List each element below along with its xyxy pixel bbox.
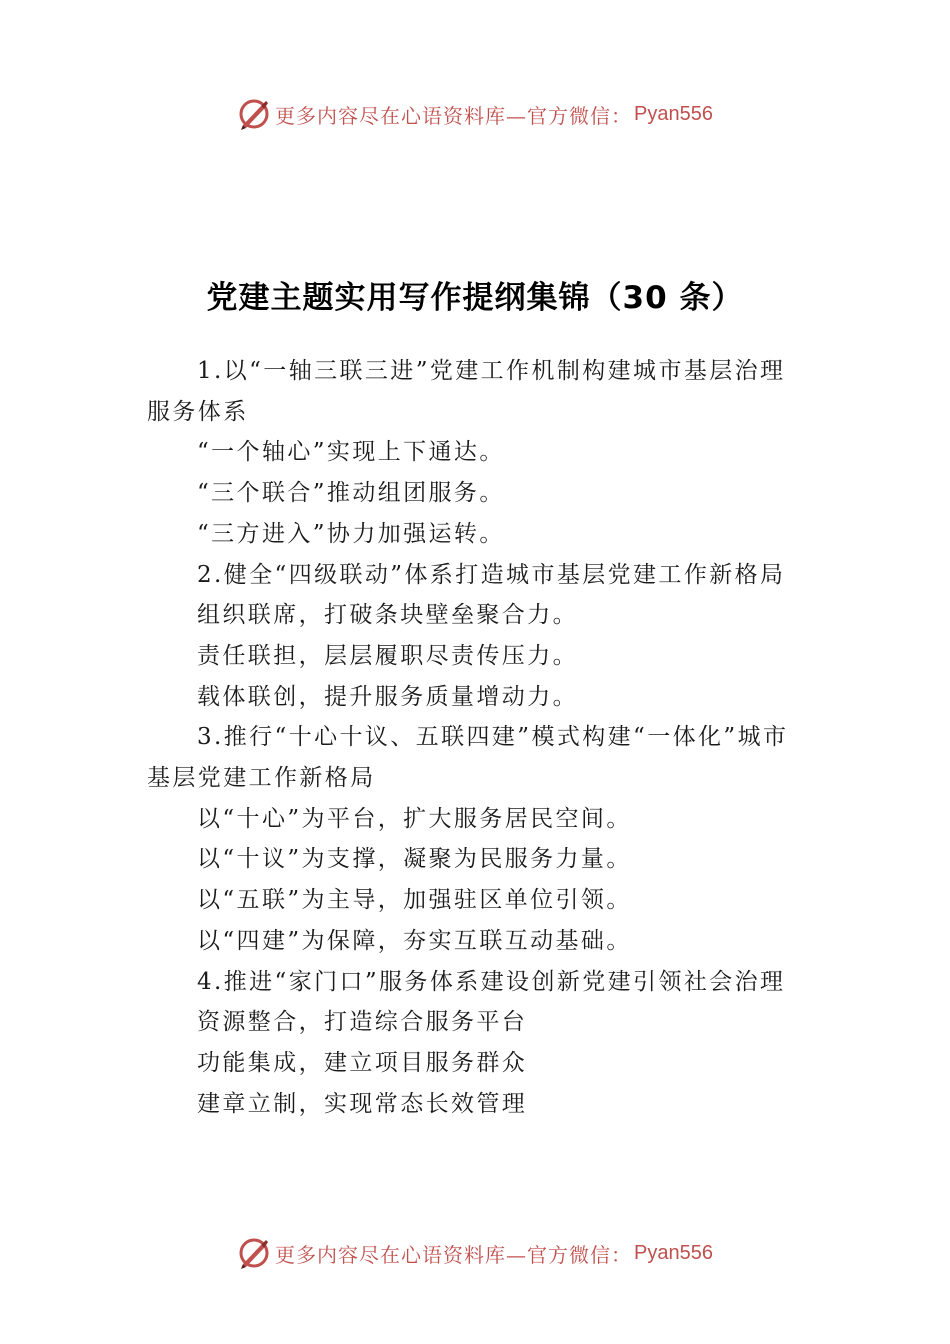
document-body bbox=[147, 351, 807, 1124]
footer-banner bbox=[0, 1233, 950, 1273]
footer-wechat-id: Pyan556 bbox=[634, 1241, 713, 1264]
item-4-heading: 4.推进“家门口”服务体系建设创新党建引领社会治理 bbox=[197, 968, 786, 995]
item-3-heading: 3.推行“十心十议、五联四建”模式构建“一体化”城市基层党建工作新格局 bbox=[147, 724, 789, 792]
item-3-point: 以“四建”为保障，夯实互联互动基础。 bbox=[197, 927, 632, 954]
document-title: 党建主题实用写作提纲集锦（30 条） bbox=[206, 280, 744, 316]
item-1-point: “三个联合”推动组团服务。 bbox=[197, 480, 505, 507]
item-2-point: 责任联担，层层履职尽责传压力。 bbox=[197, 642, 578, 669]
pen-logo-icon bbox=[237, 1236, 271, 1270]
pen-logo-icon bbox=[237, 97, 271, 131]
item-4-point: 功能集成，建立项目服务群众 bbox=[197, 1049, 528, 1076]
item-3-point: 以“十心”为平台，扩大服务居民空间。 bbox=[197, 805, 632, 832]
item-1-heading: 1.以“一轴三联三进”党建工作机制构建城市基层治理服务体系 bbox=[147, 358, 786, 425]
item-3-point: 以“十议”为支撑，凝聚为民服务力量。 bbox=[197, 846, 632, 873]
item-1-point: “三方进入”协力加强运转。 bbox=[197, 520, 505, 547]
header-slogan: 更多内容尽在心语资料库—官方微信： bbox=[275, 103, 633, 128]
item-1-point: “一个轴心”实现上下通达。 bbox=[197, 439, 505, 466]
item-2-heading: 2.健全“四级联动”体系打造城市基层党建工作新格局 bbox=[197, 561, 786, 588]
footer-slogan: 更多内容尽在心语资料库—官方微信： bbox=[275, 1242, 633, 1267]
header-wechat-id: Pyan556 bbox=[634, 102, 713, 125]
item-2-point: 组织联席，打破条块壁垒聚合力。 bbox=[197, 602, 578, 629]
header-banner bbox=[0, 94, 950, 134]
item-3-point: 以“五联”为主导，加强驻区单位引领。 bbox=[197, 887, 632, 914]
item-4-point: 建章立制，实现常态长效管理 bbox=[197, 1090, 528, 1117]
item-2-point: 载体联创，提升服务质量增动力。 bbox=[197, 683, 578, 710]
item-4-point: 资源整合，打造综合服务平台 bbox=[197, 1009, 528, 1036]
